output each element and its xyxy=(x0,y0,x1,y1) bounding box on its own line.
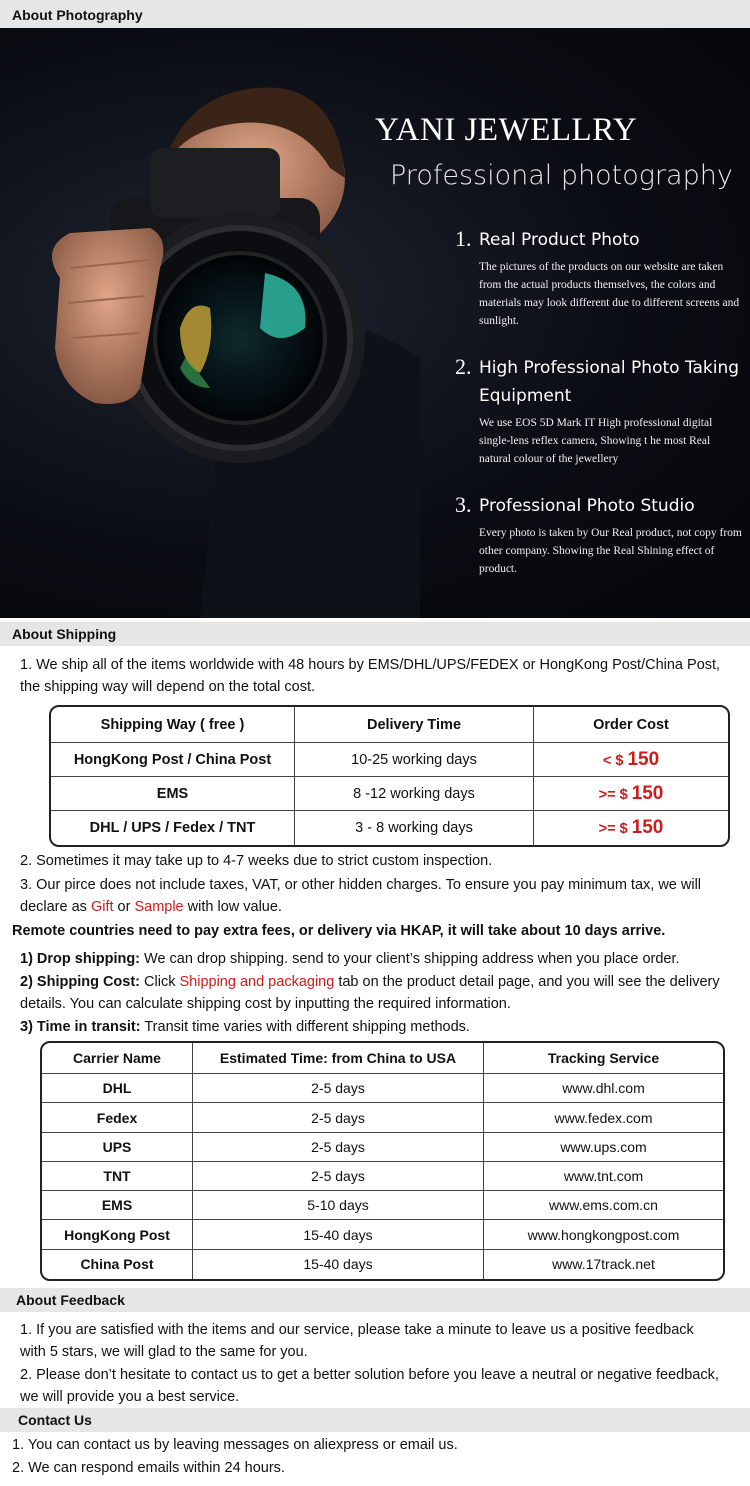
cost-amount: 150 xyxy=(631,782,664,804)
shipping-cost-table xyxy=(49,705,730,847)
feature-2 xyxy=(455,354,745,468)
point-3-text-b: with low value. xyxy=(183,899,282,915)
cost-operator: >= $ xyxy=(598,821,628,837)
table-row xyxy=(42,1162,723,1191)
estimated-time: 2-5 days xyxy=(193,1103,484,1132)
carrier-name: TNT xyxy=(42,1162,193,1191)
feature-3 xyxy=(455,492,745,578)
cost-operator: >= $ xyxy=(598,786,628,803)
order-cost xyxy=(534,811,728,845)
remote-countries-note: Remote countries need to pay extra fees, or delivery via HKAP, it will take about 10 days arrive. xyxy=(12,923,666,939)
feature-1 xyxy=(455,226,745,330)
table-row xyxy=(51,811,728,845)
cost-operator: < $ xyxy=(602,752,624,769)
item-text: Click xyxy=(140,974,180,990)
feature-number: 3. xyxy=(455,492,472,517)
feature-title: Professional Photo Studio xyxy=(479,496,695,516)
shipping-point-1: 1. We ship all of the items worldwide with 48 hours by EMS/DHL/UPS/FEDEX or HongKong Post/China Post, the shipping way will depend on the total cost. xyxy=(20,657,721,695)
feature-number: 2. xyxy=(455,354,472,379)
shipping-point-2: 2. Sometimes it may take up to 4-7 weeks due to strict custom inspection. xyxy=(20,853,493,869)
table-row xyxy=(42,1250,723,1279)
header-estimated-time: Estimated Time: from China to USA xyxy=(193,1043,484,1074)
carrier-table xyxy=(40,1041,725,1281)
feature-desc: We use EOS 5D Mark IT High professional digital single-lens reflex camera, Showing t he most Real natural colour of the jewellery xyxy=(479,417,713,465)
tracking-site[interactable]: www.17track.net xyxy=(552,1256,655,1273)
table-row xyxy=(42,1191,723,1220)
shipping-cost-item xyxy=(20,971,740,1015)
feature-desc: Every photo is taken by Our Real product, not copy from other company. Showing the Real Shining effect of product. xyxy=(479,527,742,575)
carrier-name: EMS xyxy=(42,1191,193,1220)
table-row xyxy=(42,1220,723,1249)
table-row xyxy=(51,777,728,811)
estimated-time: 2-5 days xyxy=(193,1074,484,1103)
feature-number: 1. xyxy=(455,226,472,251)
feature-desc: The pictures of the products on our website are taken from the actual products themselves, the colors and materials may look different due to different screens and sunlight. xyxy=(479,261,740,327)
header-delivery-time: Delivery Time xyxy=(295,707,534,743)
feedback-point-1: 1. If you are satisfied with the items and our service, please take a minute to leave us a positive feedback with 5 stars, we will glad to the same for you. xyxy=(20,1322,694,1360)
feature-title: Real Product Photo xyxy=(479,230,640,250)
carrier-name: Fedex xyxy=(42,1103,193,1132)
banner-subtitle: Professional photography xyxy=(390,160,733,191)
feature-title: High Professional Photo Taking Equipment xyxy=(479,358,740,406)
order-cost xyxy=(534,743,728,777)
contact-point-2: 2. We can respond emails within 24 hours. xyxy=(12,1460,285,1476)
carrier-name: UPS xyxy=(42,1133,193,1162)
item-label: 2) Shipping Cost: xyxy=(20,974,141,990)
estimated-time: 2-5 days xyxy=(193,1162,484,1191)
estimated-time: 2-5 days xyxy=(193,1133,484,1162)
item-text: We can drop shipping. send to your client’s shipping address when you place order. xyxy=(140,951,680,967)
shipping-way: DHL / UPS / Fedex / TNT xyxy=(51,811,295,845)
delivery-time: 10-25 working days xyxy=(295,743,534,777)
header-shipping-way: Shipping Way ( free ) xyxy=(51,707,295,743)
carrier-name: China Post xyxy=(42,1250,193,1279)
tracking-site[interactable]: www.fedex.com xyxy=(484,1103,723,1132)
header-tracking-service: Tracking Service xyxy=(484,1043,723,1074)
cost-amount: 150 xyxy=(627,748,660,770)
order-cost xyxy=(534,777,728,811)
estimated-time: 15-40 days xyxy=(193,1250,484,1279)
gift-highlight: Gift xyxy=(90,899,114,915)
shipping-way: HongKong Post / China Post xyxy=(51,743,295,777)
delivery-time: 3 - 8 working days xyxy=(295,811,534,845)
tracking-site[interactable]: www.ups.com xyxy=(484,1133,723,1162)
table-row xyxy=(51,743,728,777)
header-order-cost: Order Cost xyxy=(534,707,728,743)
table-header-row xyxy=(42,1043,723,1074)
section-header-shipping: About Shipping xyxy=(0,622,750,646)
tracking-site[interactable]: www.tnt.com xyxy=(484,1162,723,1191)
delivery-time: 8 -12 working days xyxy=(295,777,534,811)
brand-title: YANI JEWELLRY xyxy=(375,112,638,148)
item-text: Transit time varies with different shipping methods. xyxy=(140,1019,470,1035)
estimated-time: 5-10 days xyxy=(193,1191,484,1220)
carrier-name: HongKong Post xyxy=(42,1220,193,1249)
feedback-point-2: 2. Please don’t hesitate to contact us to get a better solution before you leave a neutral or negative feedback, we will provide you a best service. xyxy=(20,1367,719,1405)
tracking-site[interactable]: www.hongkongpost.com xyxy=(484,1220,723,1249)
point-3-or: or xyxy=(113,899,135,915)
tracking-site[interactable]: www.ems.com.cn xyxy=(484,1191,723,1220)
photographer-camera-image xyxy=(0,28,420,618)
section-header-feedback: About Feedback xyxy=(0,1288,750,1312)
shipping-way: EMS xyxy=(51,777,295,811)
item-label: 3) Time in transit: xyxy=(20,1019,141,1035)
point-3-text-a: 3. Our pirce does not include taxes, VAT, or other hidden charges. To ensure you pay minimum tax, we will declare as xyxy=(20,877,702,915)
cost-amount: 150 xyxy=(631,817,664,838)
section-header-contact: Contact Us xyxy=(0,1408,750,1432)
tracking-site[interactable]: www.dhl.com xyxy=(484,1074,723,1103)
estimated-time: 15-40 days xyxy=(193,1220,484,1249)
section-header-photography: About Photography xyxy=(0,0,750,28)
table-row xyxy=(42,1074,723,1103)
time-in-transit-item xyxy=(20,1016,740,1038)
table-row xyxy=(42,1103,723,1132)
table-header-row xyxy=(51,707,728,743)
shipping-and-packaging-link[interactable]: Shipping and packaging xyxy=(179,974,335,990)
shipping-point-3 xyxy=(20,874,735,918)
carrier-name: DHL xyxy=(42,1074,193,1103)
sample-highlight: Sample xyxy=(134,899,184,915)
drop-shipping-item xyxy=(20,948,740,970)
photography-banner xyxy=(0,28,750,618)
contact-point-1: 1. You can contact us by leaving messages on aliexpress or email us. xyxy=(12,1437,458,1453)
header-carrier-name: Carrier Name xyxy=(42,1043,193,1074)
table-row xyxy=(42,1133,723,1162)
item-label: 1) Drop shipping: xyxy=(20,951,141,967)
item-text: tab on the product detail page, and you will see the delivery details. You can calculate shipping cost by inputting the required information. xyxy=(20,974,720,1012)
